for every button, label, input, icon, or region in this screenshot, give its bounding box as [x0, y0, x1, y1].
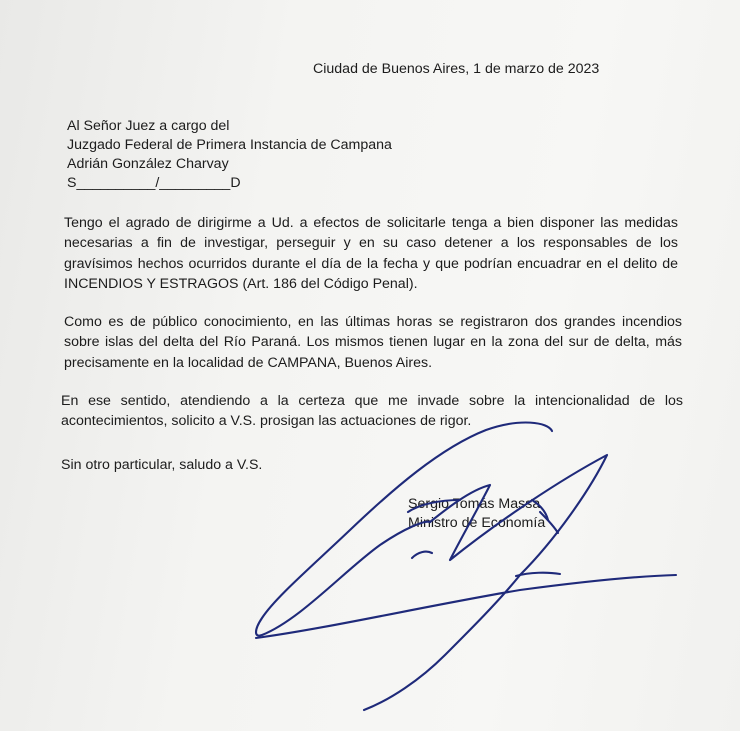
paragraph-request: Tengo el agrado de dirigirme a Ud. a efectos de solicitarle tenga a bien disponer las medidas necesarias a fin de investigar, perseguir y en su caso detener a los responsables de los gravísimos hechos ocurridos durante el día de la fecha y que podrían encuadrar en el delito de INCENDIOS Y ESTRAGOS (Art. 186 del Código Penal).	[64, 215, 678, 292]
date-line: Ciudad de Buenos Aires, 1 de marzo de 2023	[313, 61, 600, 77]
recipient-sd-line: S__________/_________D	[67, 175, 241, 191]
paragraph-context: Como es de público conocimiento, en las últimas horas se registraron dos grandes incendios sobre islas del delta del Río Paraná. Los mismos tienen lugar en la zona del sur de delta, más precisamente en la localidad de CAMPANA, Buenos Aires.	[64, 314, 682, 371]
signatory-title: Ministro de Economía	[408, 515, 546, 531]
recipient-judge-name: Adrián González Charvay	[67, 156, 229, 172]
signatory-name: Sergio Tomás Massa	[408, 496, 541, 512]
recipient-line-1: Al Señor Juez a cargo del	[67, 118, 230, 134]
paragraph-conclusion: En ese sentido, atendiendo a la certeza que me invade sobre la intencionalidad de los acontecimientos, solicito a V.S. prosigan las actuaciones de rigor.	[61, 393, 683, 430]
closing-line: Sin otro particular, saludo a V.S.	[61, 457, 263, 473]
recipient-court: Juzgado Federal de Primera Instancia de Campana	[67, 137, 392, 153]
